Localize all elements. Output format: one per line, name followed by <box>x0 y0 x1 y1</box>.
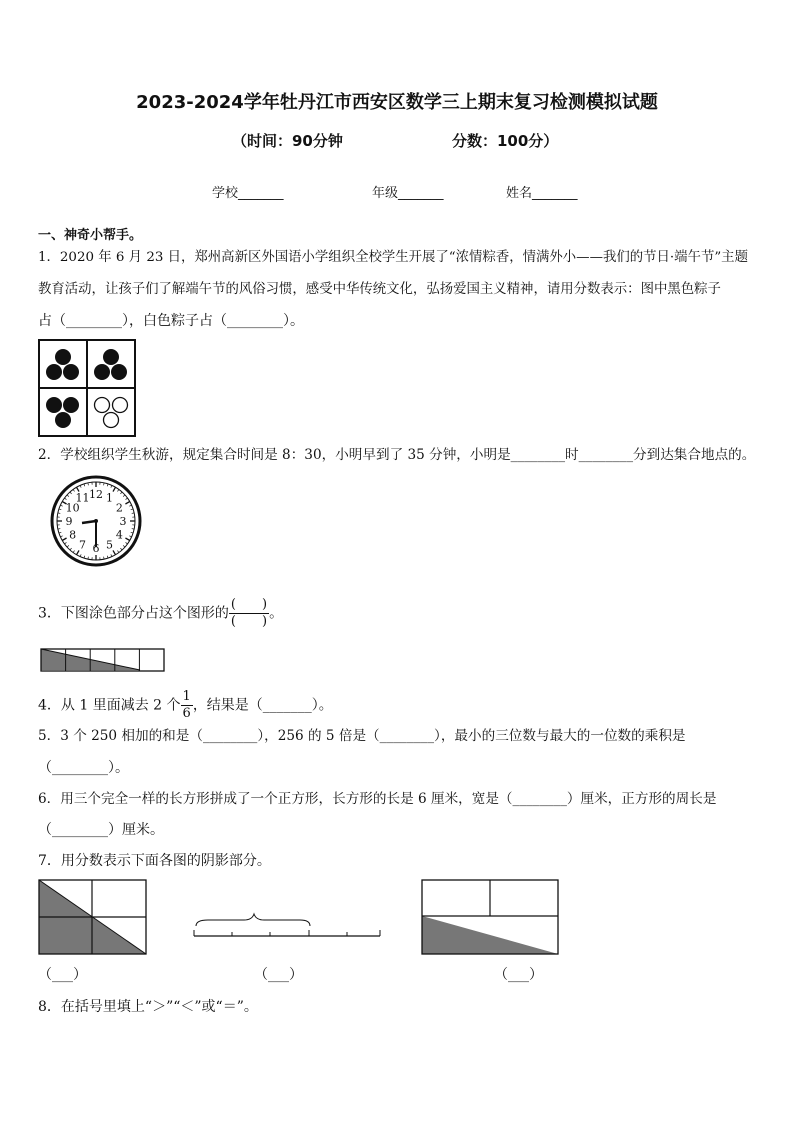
clock-tick <box>59 509 61 510</box>
q5-line1: 5．3 个 250 相加的和是（________），256 的 5 倍是（________），最小的三位数与最大的一位数的乘积是 <box>38 728 686 744</box>
q7-text: 7．用分数表示下面各图的阴影部分。 <box>38 853 271 869</box>
clock-tick <box>64 498 66 499</box>
clock-tick <box>126 498 128 499</box>
clock-number: 5 <box>106 538 113 552</box>
shaded-strip-figure <box>40 648 166 674</box>
white-zongzi <box>95 398 110 413</box>
q4-prompt: 4．从 1 里面减去 2 个 <box>38 697 181 714</box>
clock-number: 10 <box>65 501 80 515</box>
clock-tick <box>111 554 112 556</box>
q3-prompt: 3．下图涂色部分占这个图形的 <box>38 605 229 622</box>
q5-line2: （________）。 <box>38 760 129 776</box>
clock-number: 3 <box>119 515 127 528</box>
zongzi-figure <box>38 339 138 439</box>
clock-tick <box>107 484 108 486</box>
clock-tick <box>125 502 129 505</box>
q4-answer: ，结果是（_______）。 <box>192 697 333 714</box>
q1-line2: 教育活动，让孩子们了解端午节的风俗习惯，感受中华传统文化，弘扬爱国主义精神，请用分数表示：图中黑色粽子 <box>38 282 721 297</box>
clock-tick <box>117 489 118 491</box>
clock-tick <box>60 505 62 506</box>
clock-tick <box>80 485 81 487</box>
q7-figure-a <box>38 879 148 957</box>
clock-tick <box>59 532 61 533</box>
clock-number: 7 <box>79 538 86 552</box>
clock-tick <box>120 548 122 550</box>
q1-line3: 占（________），白色粽子占（________）。 <box>38 313 304 329</box>
name-field: 姓名_______ <box>506 186 578 201</box>
q2-text: 2．学校组织学生秋游，规定集合时间是 8：30，小明早到了 35 分钟，小明是________时________分到达集合地点的。 <box>38 447 756 463</box>
q4-text <box>38 689 333 722</box>
clock-number: 2 <box>115 501 123 515</box>
exam-score: 分数：100分） <box>452 132 559 150</box>
clock-number: 9 <box>65 515 73 528</box>
q3-fraction <box>229 597 269 630</box>
clock-number: 1 <box>106 491 113 505</box>
q1-line1: 1．2020 年 6 月 23 日，郑州高新区外国语小学组织全校学生开展了“浓情粽香，情满外小——我们的节日·端午节”主题 <box>38 250 748 265</box>
q4-numerator: 1 <box>182 689 191 704</box>
black-zongzi <box>94 364 110 380</box>
clock-tick <box>120 492 122 494</box>
black-zongzi <box>46 397 62 413</box>
clock-number: 11 <box>75 491 90 505</box>
clock-tick <box>80 554 81 556</box>
clock-tick <box>131 509 133 510</box>
clock-tick <box>117 551 118 553</box>
clock-number: 12 <box>89 488 103 501</box>
clock-tick <box>107 556 108 558</box>
q3-denominator: ( ) <box>230 614 268 629</box>
clock-number: 8 <box>69 528 77 542</box>
clock-tick <box>62 538 66 541</box>
grade-field: 年级_______ <box>372 186 444 201</box>
clock-tick <box>84 556 85 558</box>
page-title: 2023-2024学年牡丹江市西安区数学三上期末复习检测模拟试题 <box>136 92 658 113</box>
clock-tick <box>73 551 74 553</box>
white-zongzi <box>104 413 119 428</box>
white-zongzi <box>113 398 128 413</box>
clock-tick <box>131 532 133 533</box>
clock-tick <box>111 485 112 487</box>
q3-numerator: ( ) <box>230 597 268 612</box>
clock-tick <box>123 545 125 547</box>
clock-figure <box>50 475 142 567</box>
clock-tick <box>129 536 131 537</box>
hour-hand <box>82 521 96 523</box>
clock-tick <box>60 536 62 537</box>
black-zongzi <box>111 364 127 380</box>
clock-tick <box>70 548 72 550</box>
clock-tick <box>73 489 74 491</box>
clock-tick <box>70 492 72 494</box>
section-title: 一、神奇小帮手。 <box>38 228 143 243</box>
q8-text: 8．在括号里填上“＞”“＜”或“＝”。 <box>38 999 258 1015</box>
clock-tick <box>64 542 66 543</box>
q3-text <box>38 597 283 630</box>
q7-blank-b: （___） <box>254 967 303 983</box>
clock-tick <box>123 495 125 497</box>
clock-tick <box>126 542 128 543</box>
black-zongzi <box>55 349 71 365</box>
clock-tick <box>84 484 85 486</box>
clock-number: 6 <box>92 542 100 555</box>
q7-blank-c: （___） <box>494 967 543 983</box>
q7-number-line <box>192 912 382 942</box>
q4-fraction <box>181 689 193 722</box>
q7-figure-c <box>421 879 561 957</box>
clock-tick <box>125 538 129 541</box>
clock-tick <box>113 550 116 554</box>
clock-tick <box>67 495 69 497</box>
q6-line2: （________）厘米。 <box>38 822 164 838</box>
q7-blank-a: （___） <box>38 967 87 983</box>
exam-time: （时间：90分钟 <box>232 132 343 150</box>
q6-line1: 6．用三个完全一样的长方形拼成了一个正方形，长方形的长是 6 厘米，宽是（________）厘米，正方形的周长是 <box>38 791 717 807</box>
black-zongzi <box>46 364 62 380</box>
clock-number: 4 <box>115 528 123 542</box>
school-field: 学校_______ <box>212 186 284 201</box>
black-zongzi <box>55 412 71 428</box>
clock-tick <box>113 487 116 491</box>
black-zongzi <box>103 349 119 365</box>
clock-tick <box>67 545 69 547</box>
black-zongzi <box>63 397 79 413</box>
black-zongzi <box>63 364 79 380</box>
clock-tick <box>129 505 131 506</box>
q4-denominator: 6 <box>182 706 191 721</box>
q3-end: 。 <box>269 605 284 622</box>
